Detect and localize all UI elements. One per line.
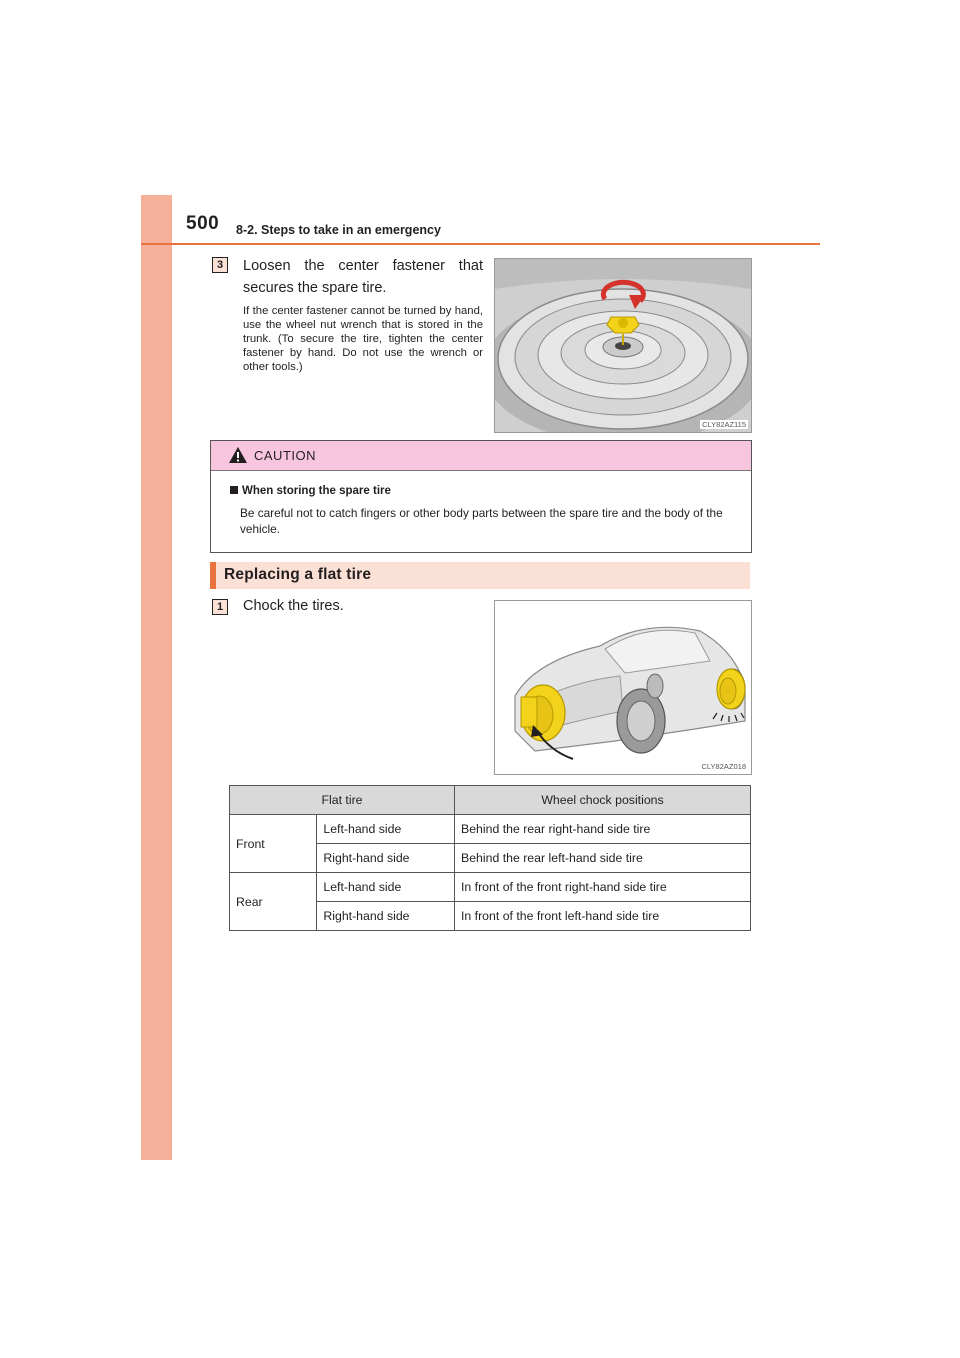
table-cell-position: Behind the rear left-hand side tire bbox=[455, 844, 751, 873]
table-cell-position: In front of the front left-hand side tire bbox=[455, 902, 751, 931]
caution-title: CAUTION bbox=[254, 448, 316, 463]
table-cell-side: Right-hand side bbox=[317, 844, 455, 873]
table-header-flat-tire: Flat tire bbox=[230, 786, 455, 815]
car-chock-drawing bbox=[495, 601, 751, 774]
wheel-chock-illustration bbox=[494, 600, 752, 775]
caution-body: Be careful not to catch fingers or other body parts between the spare tire and the body of the vehicle. bbox=[240, 506, 723, 536]
table-header-chock-positions: Wheel chock positions bbox=[455, 786, 751, 815]
warning-triangle-icon bbox=[228, 446, 248, 464]
step-3-note: If the center fastener cannot be turned by hand, use the wheel nut wrench that is stored in the trunk. (To secure the tire, tighten the center fastener by hand. Do not use the wrench or other tools.) bbox=[243, 305, 483, 373]
caution-header bbox=[211, 441, 751, 471]
caution-subheading-text: When storing the spare tire bbox=[242, 485, 391, 497]
table-row bbox=[230, 815, 751, 844]
figure-code: CLY82AZ018 bbox=[701, 762, 746, 771]
caution-subheading bbox=[230, 485, 391, 497]
table-cell-side: Left-hand side bbox=[317, 815, 455, 844]
header-rule bbox=[141, 243, 820, 245]
table-cell-flat-tire: Rear bbox=[230, 873, 317, 931]
table-cell-side: Right-hand side bbox=[317, 902, 455, 931]
table-cell-position: Behind the rear right-hand side tire bbox=[455, 815, 751, 844]
table-cell-position: In front of the front right-hand side tire bbox=[455, 873, 751, 902]
figure-code: CLY82AZ115 bbox=[702, 420, 746, 429]
spare-tire-illustration bbox=[494, 258, 752, 433]
square-bullet-icon bbox=[230, 486, 238, 494]
chapter-title: 8-2. Steps to take in an emergency bbox=[236, 223, 441, 237]
step-1-badge: 1 bbox=[212, 599, 228, 615]
step-3-title: Loosen the center fastener that secures the spare tire. bbox=[243, 258, 483, 296]
section-heading bbox=[210, 562, 750, 589]
step-1-title: Chock the tires. bbox=[243, 598, 344, 614]
table-cell-flat-tire: Front bbox=[230, 815, 317, 873]
wheel-chock-table bbox=[229, 785, 751, 931]
step-3-badge: 3 bbox=[212, 257, 228, 273]
page-number: 500 bbox=[186, 213, 220, 234]
side-band bbox=[141, 195, 172, 1160]
section-title: Replacing a flat tire bbox=[224, 566, 372, 583]
spare-tire-drawing bbox=[495, 259, 751, 432]
table-row bbox=[230, 873, 751, 902]
caution-box bbox=[210, 440, 752, 553]
table-cell-side: Left-hand side bbox=[317, 873, 455, 902]
table-header-row bbox=[230, 786, 751, 815]
